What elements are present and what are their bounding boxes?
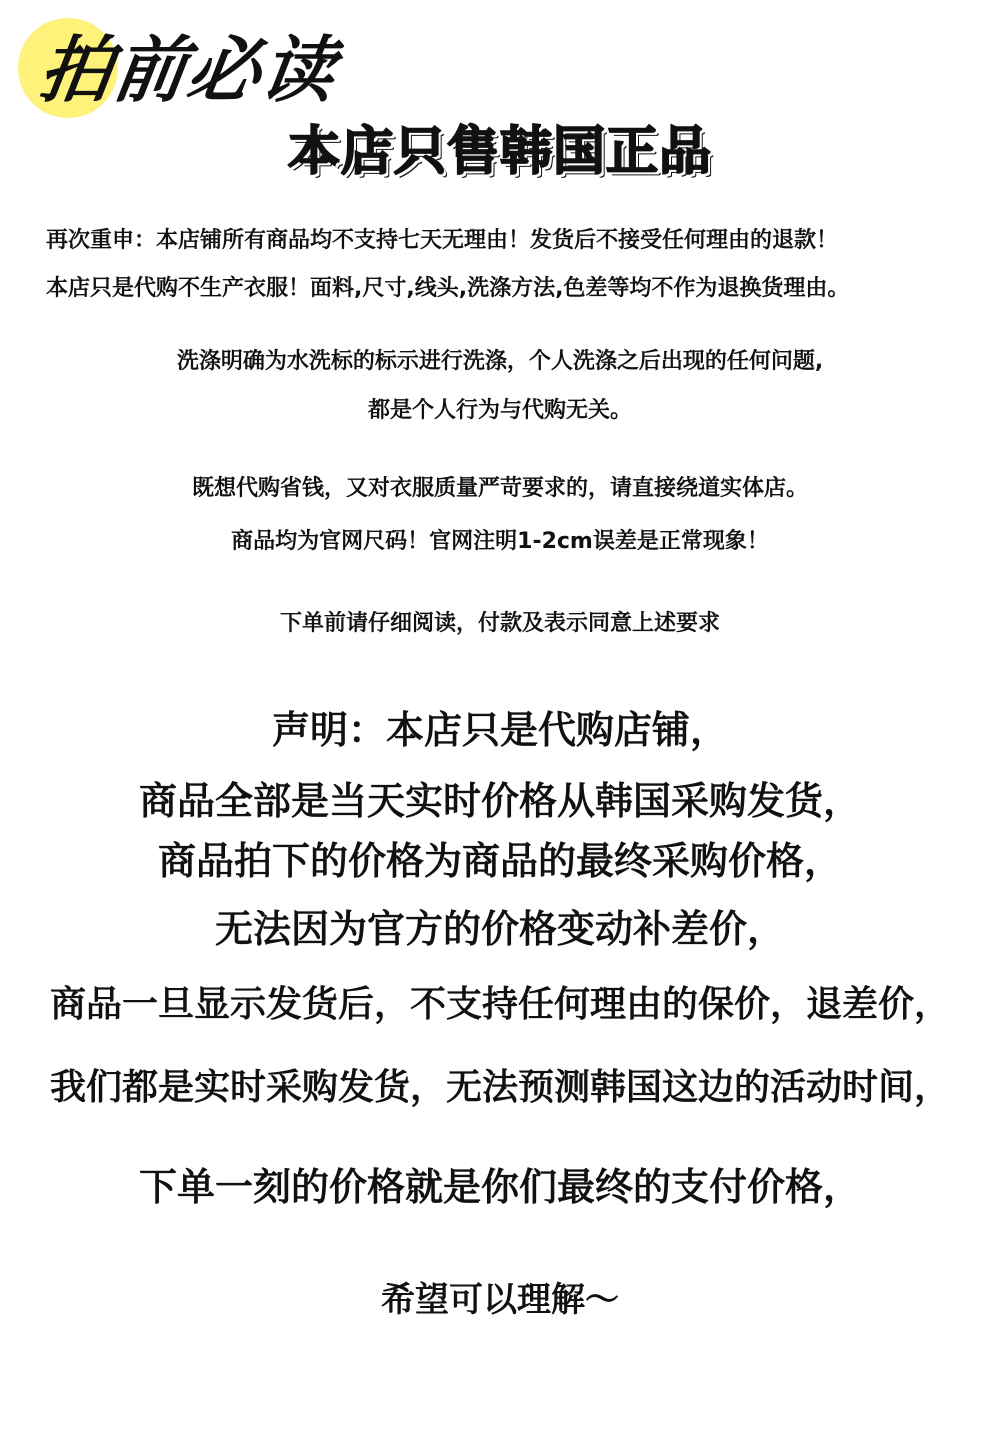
notice-line-3: 洗涤明确为水洗标的标示进行洗涤，个人洗涤之后出现的任何问题, xyxy=(176,349,824,374)
statement-line-5: 商品一旦显示发货后，不支持任何理由的保价，退差价， xyxy=(49,984,950,1025)
page-subtitle: 本店只售韩国正品 xyxy=(287,122,712,182)
statement-line-3: 商品拍下的价格为商品的最终采购价格， xyxy=(157,839,842,883)
statement-line-4: 无法因为官方的价格变动补差价， xyxy=(214,907,785,951)
notice-line-2: 本店只是代购不生产衣服！面料,尺寸,线头,洗涤方法,色差等均不作为退换货理由。 xyxy=(46,276,850,301)
notice-line-5: 既想代购省钱，又对衣服质量严苛要求的，请直接绕道实体店。 xyxy=(191,476,808,501)
notice-line-6: 商品均为官网尺码！官网注明1-2cm误差是正常现象！ xyxy=(231,529,769,554)
statement-line-6: 我们都是实时采购发货，无法预测韩国这边的活动时间， xyxy=(49,1067,950,1108)
statement-line-8: 希望可以理解～ xyxy=(381,1280,619,1320)
badge-title: 拍前必读 xyxy=(34,28,342,112)
notice-line-7: 下单前请仔细阅读，付款及表示同意上述要求 xyxy=(279,611,720,636)
notice-line-4: 都是个人行为与代购无关。 xyxy=(367,398,632,423)
statement-line-1: 声明：本店只是代购店铺， xyxy=(271,708,728,752)
notice-line-1: 再次重申：本店铺所有商品均不支持七天无理由！发货后不接受任何理由的退款！ xyxy=(46,228,839,253)
statement-line-7: 下单一刻的价格就是你们最终的支付价格， xyxy=(138,1165,861,1209)
statement-line-2: 商品全部是当天实时价格从韩国采购发货， xyxy=(138,779,861,823)
